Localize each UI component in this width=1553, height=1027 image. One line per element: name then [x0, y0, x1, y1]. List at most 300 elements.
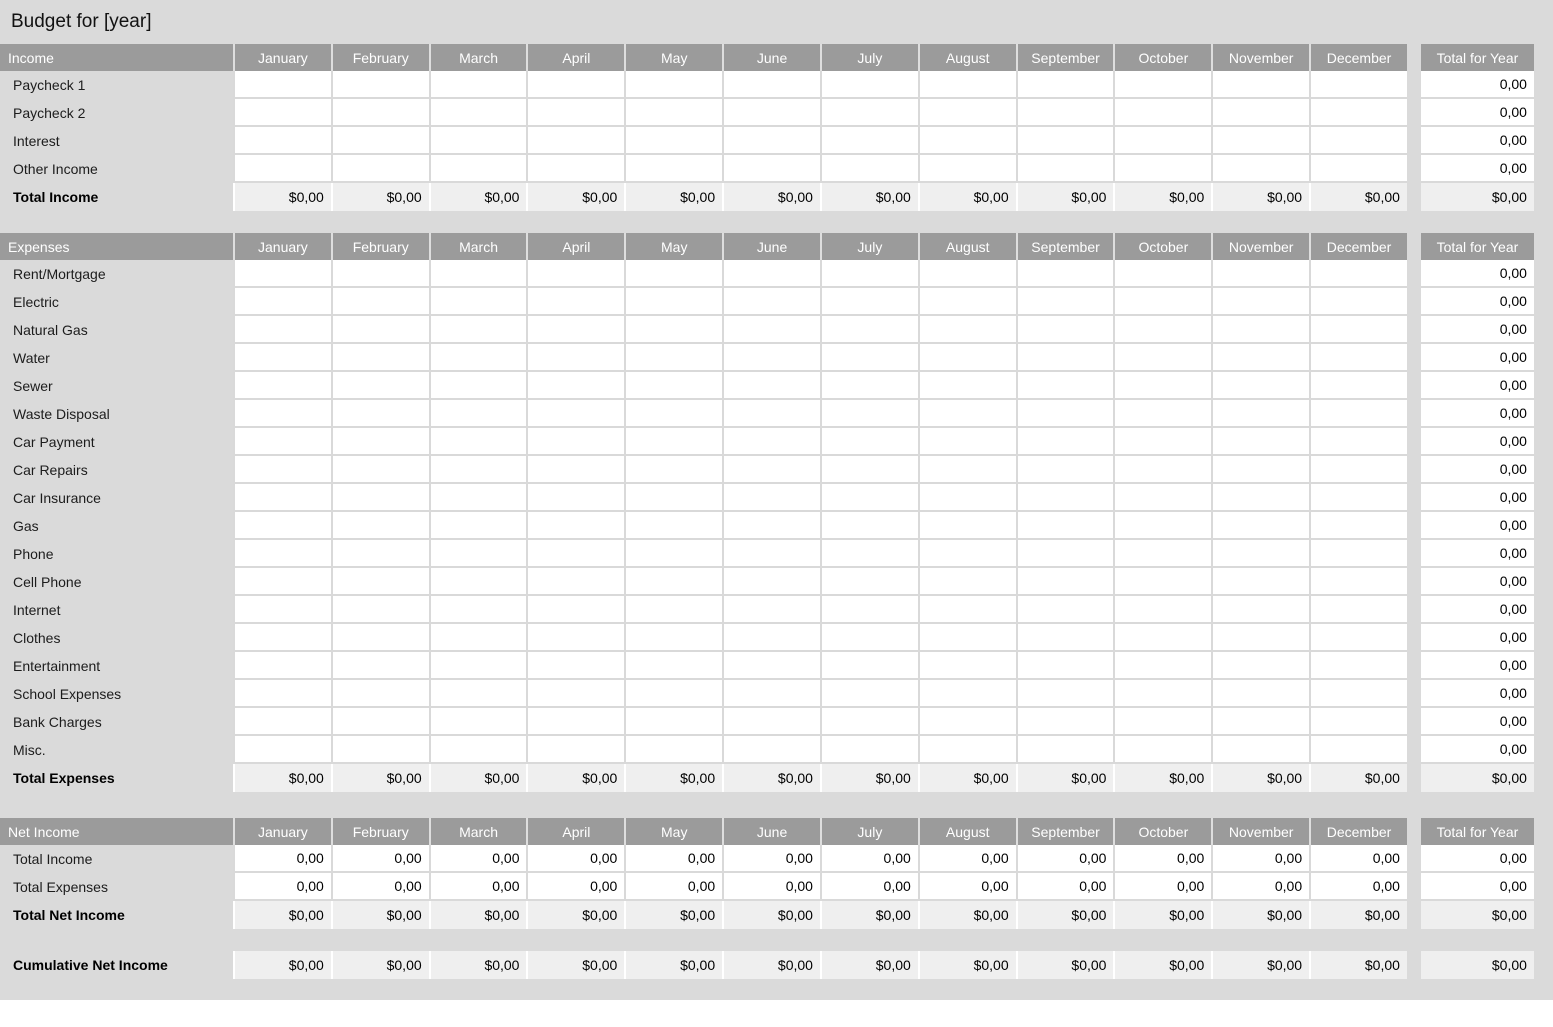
- month-cell[interactable]: [624, 736, 722, 764]
- month-cell[interactable]: [1211, 372, 1309, 400]
- month-cell[interactable]: [1016, 400, 1114, 428]
- month-cell[interactable]: [1016, 540, 1114, 568]
- month-cell[interactable]: [1309, 708, 1407, 736]
- year-total-cell[interactable]: $0,00: [1421, 183, 1534, 211]
- month-cell[interactable]: [1016, 596, 1114, 624]
- month-cell[interactable]: [526, 680, 624, 708]
- month-cell[interactable]: [1113, 540, 1211, 568]
- month-cell[interactable]: 0,00: [1113, 873, 1211, 901]
- month-cell[interactable]: [1016, 155, 1114, 183]
- month-cell[interactable]: 0,00: [722, 845, 820, 873]
- year-total-cell[interactable]: 0,00: [1421, 428, 1534, 456]
- month-cell[interactable]: [526, 288, 624, 316]
- month-cell[interactable]: [331, 540, 429, 568]
- month-cell[interactable]: [331, 260, 429, 288]
- month-cell[interactable]: [1016, 372, 1114, 400]
- month-cell[interactable]: [429, 127, 527, 155]
- month-cell[interactable]: [624, 512, 722, 540]
- month-cell[interactable]: [526, 652, 624, 680]
- month-cell[interactable]: [429, 708, 527, 736]
- month-cell[interactable]: $0,00: [722, 764, 820, 792]
- month-cell[interactable]: [624, 624, 722, 652]
- month-cell[interactable]: [1309, 624, 1407, 652]
- month-cell[interactable]: 0,00: [1309, 845, 1407, 873]
- month-cell[interactable]: [429, 596, 527, 624]
- month-cell[interactable]: [1309, 428, 1407, 456]
- month-cell[interactable]: 0,00: [331, 873, 429, 901]
- year-total-cell[interactable]: 0,00: [1421, 155, 1534, 183]
- month-cell[interactable]: [233, 288, 331, 316]
- year-total-cell[interactable]: 0,00: [1421, 845, 1534, 873]
- month-cell[interactable]: [722, 260, 820, 288]
- month-cell[interactable]: [526, 71, 624, 99]
- year-total-cell[interactable]: 0,00: [1421, 596, 1534, 624]
- month-cell[interactable]: [1016, 344, 1114, 372]
- month-cell[interactable]: [918, 428, 1016, 456]
- month-cell[interactable]: [918, 652, 1016, 680]
- month-cell[interactable]: [624, 344, 722, 372]
- month-cell[interactable]: [1113, 456, 1211, 484]
- month-cell[interactable]: [820, 99, 918, 127]
- month-cell[interactable]: [722, 344, 820, 372]
- month-cell[interactable]: [820, 316, 918, 344]
- month-cell[interactable]: [820, 736, 918, 764]
- month-cell[interactable]: [429, 484, 527, 512]
- month-cell[interactable]: [1309, 316, 1407, 344]
- month-cell[interactable]: [624, 316, 722, 344]
- month-cell[interactable]: [429, 624, 527, 652]
- month-cell[interactable]: [233, 316, 331, 344]
- month-cell[interactable]: [918, 316, 1016, 344]
- month-cell[interactable]: 0,00: [233, 873, 331, 901]
- month-cell[interactable]: [722, 288, 820, 316]
- month-cell[interactable]: [624, 596, 722, 624]
- month-cell[interactable]: $0,00: [1211, 764, 1309, 792]
- month-cell[interactable]: [1211, 260, 1309, 288]
- month-cell[interactable]: [331, 484, 429, 512]
- month-cell[interactable]: $0,00: [1309, 764, 1407, 792]
- month-cell[interactable]: [820, 708, 918, 736]
- month-cell[interactable]: [526, 540, 624, 568]
- month-cell[interactable]: [1309, 400, 1407, 428]
- month-cell[interactable]: [624, 456, 722, 484]
- month-cell[interactable]: [820, 260, 918, 288]
- month-cell[interactable]: $0,00: [1113, 183, 1211, 211]
- month-cell[interactable]: [233, 484, 331, 512]
- month-cell[interactable]: [429, 372, 527, 400]
- month-cell[interactable]: [624, 71, 722, 99]
- month-cell[interactable]: [233, 456, 331, 484]
- year-total-cell[interactable]: $0,00: [1421, 764, 1534, 792]
- month-cell[interactable]: [429, 260, 527, 288]
- month-cell[interactable]: [1309, 372, 1407, 400]
- year-total-cell[interactable]: 0,00: [1421, 484, 1534, 512]
- year-total-cell[interactable]: 0,00: [1421, 127, 1534, 155]
- month-cell[interactable]: [1113, 484, 1211, 512]
- month-cell[interactable]: $0,00: [820, 764, 918, 792]
- month-cell[interactable]: [722, 680, 820, 708]
- month-cell[interactable]: $0,00: [624, 951, 722, 979]
- month-cell[interactable]: [820, 512, 918, 540]
- year-total-cell[interactable]: $0,00: [1421, 951, 1534, 979]
- month-cell[interactable]: [1309, 736, 1407, 764]
- month-cell[interactable]: [429, 316, 527, 344]
- month-cell[interactable]: $0,00: [820, 901, 918, 929]
- month-cell[interactable]: [331, 428, 429, 456]
- month-cell[interactable]: [918, 568, 1016, 596]
- month-cell[interactable]: [1113, 568, 1211, 596]
- month-cell[interactable]: [233, 624, 331, 652]
- month-cell[interactable]: $0,00: [526, 901, 624, 929]
- month-cell[interactable]: 0,00: [624, 845, 722, 873]
- month-cell[interactable]: [820, 596, 918, 624]
- month-cell[interactable]: [526, 624, 624, 652]
- month-cell[interactable]: [918, 456, 1016, 484]
- year-total-cell[interactable]: 0,00: [1421, 568, 1534, 596]
- month-cell[interactable]: [918, 344, 1016, 372]
- month-cell[interactable]: [722, 736, 820, 764]
- month-cell[interactable]: [429, 568, 527, 596]
- month-cell[interactable]: $0,00: [918, 183, 1016, 211]
- month-cell[interactable]: [331, 288, 429, 316]
- month-cell[interactable]: [1309, 568, 1407, 596]
- month-cell[interactable]: [429, 155, 527, 183]
- month-cell[interactable]: [820, 652, 918, 680]
- month-cell[interactable]: [722, 99, 820, 127]
- month-cell[interactable]: [1211, 512, 1309, 540]
- month-cell[interactable]: [1113, 71, 1211, 99]
- month-cell[interactable]: [233, 400, 331, 428]
- month-cell[interactable]: 0,00: [918, 873, 1016, 901]
- month-cell[interactable]: [331, 624, 429, 652]
- month-cell[interactable]: [526, 512, 624, 540]
- month-cell[interactable]: [331, 372, 429, 400]
- month-cell[interactable]: [1113, 652, 1211, 680]
- month-cell[interactable]: [429, 288, 527, 316]
- month-cell[interactable]: [1309, 344, 1407, 372]
- month-cell[interactable]: [820, 155, 918, 183]
- month-cell[interactable]: [722, 568, 820, 596]
- month-cell[interactable]: [1211, 596, 1309, 624]
- month-cell[interactable]: [918, 71, 1016, 99]
- month-cell[interactable]: [1211, 652, 1309, 680]
- month-cell[interactable]: [624, 680, 722, 708]
- month-cell[interactable]: [1016, 428, 1114, 456]
- year-total-cell[interactable]: 0,00: [1421, 736, 1534, 764]
- month-cell[interactable]: $0,00: [918, 901, 1016, 929]
- month-cell[interactable]: [624, 260, 722, 288]
- month-cell[interactable]: [1309, 71, 1407, 99]
- month-cell[interactable]: [1309, 512, 1407, 540]
- month-cell[interactable]: [722, 652, 820, 680]
- month-cell[interactable]: [1211, 344, 1309, 372]
- month-cell[interactable]: [429, 540, 527, 568]
- month-cell[interactable]: [233, 344, 331, 372]
- month-cell[interactable]: [1113, 99, 1211, 127]
- month-cell[interactable]: [1113, 288, 1211, 316]
- month-cell[interactable]: [1211, 316, 1309, 344]
- year-total-cell[interactable]: 0,00: [1421, 708, 1534, 736]
- month-cell[interactable]: [1113, 512, 1211, 540]
- month-cell[interactable]: [820, 344, 918, 372]
- month-cell[interactable]: [526, 736, 624, 764]
- month-cell[interactable]: [1016, 127, 1114, 155]
- month-cell[interactable]: [429, 680, 527, 708]
- month-cell[interactable]: [722, 708, 820, 736]
- month-cell[interactable]: [820, 540, 918, 568]
- month-cell[interactable]: [233, 736, 331, 764]
- month-cell[interactable]: [624, 155, 722, 183]
- month-cell[interactable]: [1309, 652, 1407, 680]
- month-cell[interactable]: [820, 568, 918, 596]
- month-cell[interactable]: [722, 400, 820, 428]
- month-cell[interactable]: [918, 400, 1016, 428]
- month-cell[interactable]: [1211, 71, 1309, 99]
- month-cell[interactable]: [1113, 680, 1211, 708]
- month-cell[interactable]: [1113, 736, 1211, 764]
- month-cell[interactable]: [820, 127, 918, 155]
- month-cell[interactable]: $0,00: [1016, 183, 1114, 211]
- month-cell[interactable]: [1113, 260, 1211, 288]
- month-cell[interactable]: $0,00: [1211, 951, 1309, 979]
- year-total-cell[interactable]: 0,00: [1421, 512, 1534, 540]
- month-cell[interactable]: [624, 652, 722, 680]
- month-cell[interactable]: [1113, 316, 1211, 344]
- month-cell[interactable]: [918, 736, 1016, 764]
- month-cell[interactable]: [1309, 680, 1407, 708]
- month-cell[interactable]: [918, 260, 1016, 288]
- month-cell[interactable]: [1016, 71, 1114, 99]
- month-cell[interactable]: [722, 596, 820, 624]
- month-cell[interactable]: [918, 512, 1016, 540]
- month-cell[interactable]: [331, 71, 429, 99]
- year-total-cell[interactable]: 0,00: [1421, 540, 1534, 568]
- month-cell[interactable]: $0,00: [624, 764, 722, 792]
- year-total-cell[interactable]: 0,00: [1421, 372, 1534, 400]
- month-cell[interactable]: [526, 484, 624, 512]
- month-cell[interactable]: $0,00: [1211, 901, 1309, 929]
- month-cell[interactable]: [1309, 127, 1407, 155]
- month-cell[interactable]: [331, 316, 429, 344]
- month-cell[interactable]: [1211, 540, 1309, 568]
- month-cell[interactable]: 0,00: [331, 845, 429, 873]
- month-cell[interactable]: [331, 127, 429, 155]
- month-cell[interactable]: [918, 624, 1016, 652]
- month-cell[interactable]: [1016, 624, 1114, 652]
- month-cell[interactable]: [526, 456, 624, 484]
- month-cell[interactable]: [1113, 596, 1211, 624]
- month-cell[interactable]: [918, 372, 1016, 400]
- month-cell[interactable]: [918, 540, 1016, 568]
- month-cell[interactable]: [526, 708, 624, 736]
- month-cell[interactable]: [624, 540, 722, 568]
- month-cell[interactable]: [429, 344, 527, 372]
- month-cell[interactable]: [429, 652, 527, 680]
- month-cell[interactable]: $0,00: [820, 951, 918, 979]
- month-cell[interactable]: 0,00: [429, 845, 527, 873]
- month-cell[interactable]: [233, 512, 331, 540]
- month-cell[interactable]: [526, 99, 624, 127]
- month-cell[interactable]: [526, 428, 624, 456]
- month-cell[interactable]: [526, 344, 624, 372]
- month-cell[interactable]: [820, 372, 918, 400]
- month-cell[interactable]: [1211, 288, 1309, 316]
- month-cell[interactable]: 0,00: [918, 845, 1016, 873]
- month-cell[interactable]: [233, 428, 331, 456]
- month-cell[interactable]: [820, 624, 918, 652]
- month-cell[interactable]: [1211, 155, 1309, 183]
- month-cell[interactable]: [1016, 260, 1114, 288]
- month-cell[interactable]: [918, 708, 1016, 736]
- month-cell[interactable]: $0,00: [1211, 183, 1309, 211]
- month-cell[interactable]: $0,00: [1016, 764, 1114, 792]
- month-cell[interactable]: [331, 596, 429, 624]
- month-cell[interactable]: $0,00: [233, 901, 331, 929]
- month-cell[interactable]: [1113, 400, 1211, 428]
- month-cell[interactable]: [820, 428, 918, 456]
- month-cell[interactable]: [722, 372, 820, 400]
- month-cell[interactable]: [1309, 99, 1407, 127]
- month-cell[interactable]: $0,00: [233, 764, 331, 792]
- month-cell[interactable]: [1309, 540, 1407, 568]
- month-cell[interactable]: [1211, 484, 1309, 512]
- month-cell[interactable]: 0,00: [1113, 845, 1211, 873]
- month-cell[interactable]: [526, 127, 624, 155]
- year-total-cell[interactable]: 0,00: [1421, 400, 1534, 428]
- month-cell[interactable]: $0,00: [331, 901, 429, 929]
- month-cell[interactable]: [331, 708, 429, 736]
- month-cell[interactable]: $0,00: [526, 764, 624, 792]
- month-cell[interactable]: [1211, 127, 1309, 155]
- month-cell[interactable]: 0,00: [1211, 845, 1309, 873]
- month-cell[interactable]: $0,00: [624, 183, 722, 211]
- month-cell[interactable]: [1016, 456, 1114, 484]
- month-cell[interactable]: [233, 155, 331, 183]
- month-cell[interactable]: [429, 71, 527, 99]
- month-cell[interactable]: [526, 568, 624, 596]
- month-cell[interactable]: 0,00: [526, 845, 624, 873]
- year-total-cell[interactable]: $0,00: [1421, 901, 1534, 929]
- month-cell[interactable]: [1016, 512, 1114, 540]
- month-cell[interactable]: $0,00: [1113, 764, 1211, 792]
- month-cell[interactable]: $0,00: [331, 183, 429, 211]
- year-total-cell[interactable]: 0,00: [1421, 873, 1534, 901]
- month-cell[interactable]: [233, 596, 331, 624]
- month-cell[interactable]: 0,00: [624, 873, 722, 901]
- month-cell[interactable]: $0,00: [624, 901, 722, 929]
- month-cell[interactable]: [1113, 344, 1211, 372]
- month-cell[interactable]: [1016, 708, 1114, 736]
- month-cell[interactable]: [233, 652, 331, 680]
- month-cell[interactable]: [918, 484, 1016, 512]
- month-cell[interactable]: [233, 99, 331, 127]
- month-cell[interactable]: $0,00: [820, 183, 918, 211]
- month-cell[interactable]: 0,00: [1016, 873, 1114, 901]
- month-cell[interactable]: [233, 540, 331, 568]
- month-cell[interactable]: [722, 71, 820, 99]
- month-cell[interactable]: [918, 596, 1016, 624]
- month-cell[interactable]: [1113, 127, 1211, 155]
- month-cell[interactable]: $0,00: [429, 951, 527, 979]
- month-cell[interactable]: $0,00: [722, 901, 820, 929]
- year-total-cell[interactable]: 0,00: [1421, 288, 1534, 316]
- month-cell[interactable]: [1016, 736, 1114, 764]
- month-cell[interactable]: [429, 428, 527, 456]
- month-cell[interactable]: [918, 155, 1016, 183]
- month-cell[interactable]: $0,00: [331, 951, 429, 979]
- month-cell[interactable]: [429, 512, 527, 540]
- month-cell[interactable]: $0,00: [429, 901, 527, 929]
- month-cell[interactable]: 0,00: [1309, 873, 1407, 901]
- month-cell[interactable]: $0,00: [918, 764, 1016, 792]
- month-cell[interactable]: [624, 708, 722, 736]
- month-cell[interactable]: [1211, 456, 1309, 484]
- month-cell[interactable]: [331, 344, 429, 372]
- month-cell[interactable]: [233, 127, 331, 155]
- month-cell[interactable]: 0,00: [526, 873, 624, 901]
- month-cell[interactable]: [1211, 568, 1309, 596]
- month-cell[interactable]: [331, 736, 429, 764]
- year-total-cell[interactable]: 0,00: [1421, 652, 1534, 680]
- month-cell[interactable]: [1309, 484, 1407, 512]
- month-cell[interactable]: 0,00: [429, 873, 527, 901]
- month-cell[interactable]: $0,00: [429, 183, 527, 211]
- month-cell[interactable]: [526, 260, 624, 288]
- month-cell[interactable]: [331, 568, 429, 596]
- month-cell[interactable]: [331, 680, 429, 708]
- month-cell[interactable]: 0,00: [820, 873, 918, 901]
- month-cell[interactable]: [1211, 680, 1309, 708]
- month-cell[interactable]: [1309, 456, 1407, 484]
- month-cell[interactable]: [331, 456, 429, 484]
- month-cell[interactable]: $0,00: [526, 951, 624, 979]
- month-cell[interactable]: [820, 484, 918, 512]
- month-cell[interactable]: [331, 512, 429, 540]
- month-cell[interactable]: [1309, 288, 1407, 316]
- month-cell[interactable]: [429, 456, 527, 484]
- month-cell[interactable]: $0,00: [722, 183, 820, 211]
- month-cell[interactable]: [722, 428, 820, 456]
- month-cell[interactable]: [331, 400, 429, 428]
- month-cell[interactable]: [1211, 708, 1309, 736]
- month-cell[interactable]: [722, 155, 820, 183]
- month-cell[interactable]: [1016, 288, 1114, 316]
- month-cell[interactable]: [722, 624, 820, 652]
- month-cell[interactable]: [1309, 596, 1407, 624]
- month-cell[interactable]: [722, 316, 820, 344]
- month-cell[interactable]: [722, 484, 820, 512]
- month-cell[interactable]: [624, 428, 722, 456]
- month-cell[interactable]: $0,00: [1309, 183, 1407, 211]
- month-cell[interactable]: [1113, 428, 1211, 456]
- month-cell[interactable]: [429, 736, 527, 764]
- month-cell[interactable]: [1016, 652, 1114, 680]
- month-cell[interactable]: [331, 155, 429, 183]
- month-cell[interactable]: [918, 127, 1016, 155]
- month-cell[interactable]: [1211, 99, 1309, 127]
- month-cell[interactable]: 0,00: [1211, 873, 1309, 901]
- month-cell[interactable]: [1016, 316, 1114, 344]
- month-cell[interactable]: [233, 568, 331, 596]
- month-cell[interactable]: [722, 456, 820, 484]
- month-cell[interactable]: [1016, 680, 1114, 708]
- month-cell[interactable]: $0,00: [331, 764, 429, 792]
- month-cell[interactable]: [429, 400, 527, 428]
- month-cell[interactable]: $0,00: [1113, 951, 1211, 979]
- year-total-cell[interactable]: 0,00: [1421, 99, 1534, 127]
- year-total-cell[interactable]: 0,00: [1421, 344, 1534, 372]
- month-cell[interactable]: [526, 400, 624, 428]
